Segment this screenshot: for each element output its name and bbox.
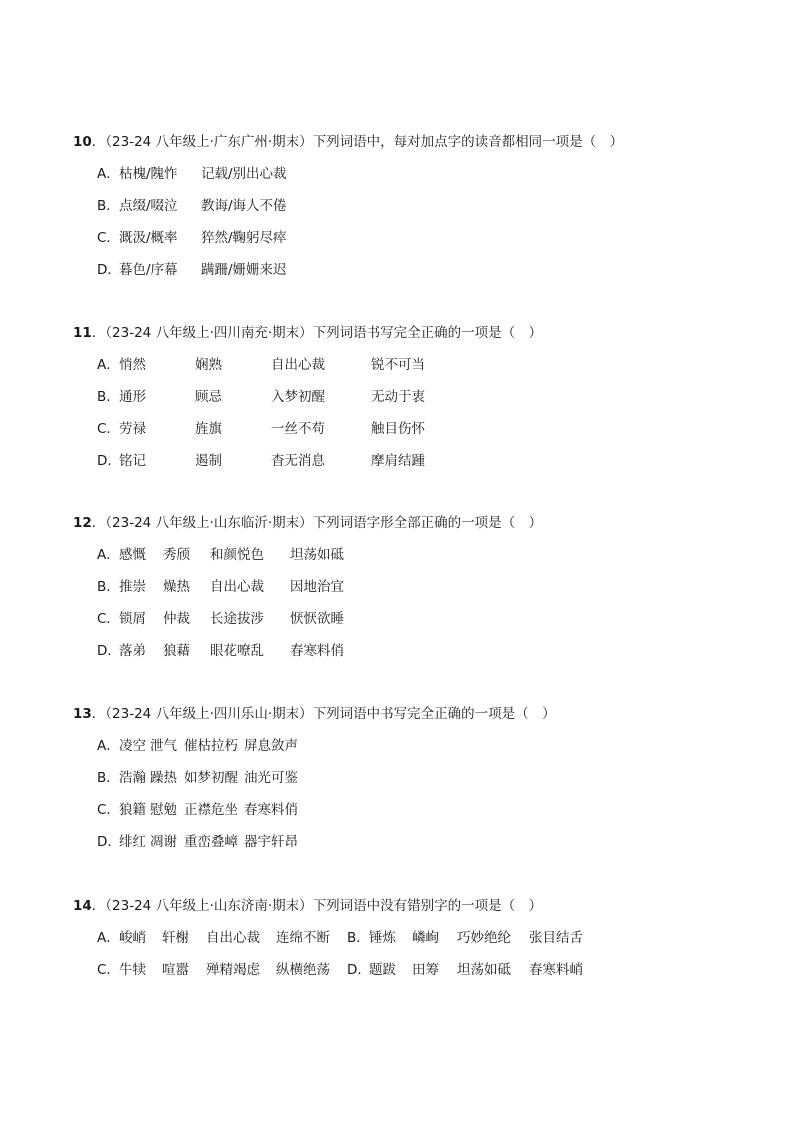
- question-source: （23-24 八年级上·四川乐山·期末）: [105, 706, 313, 722]
- option-word: 秀颀: [163, 547, 190, 563]
- question-number-dot: ．: [91, 898, 106, 914]
- option-word: 推崇: [119, 579, 146, 595]
- option-word: 春寒料俏: [244, 802, 298, 818]
- option-b: [347, 930, 583, 946]
- option-word: 长途拔涉: [210, 611, 264, 627]
- option-word: 锤炼: [369, 930, 396, 946]
- option-word: 油光可鉴: [244, 770, 298, 786]
- option-word: 教诲/诲人不倦: [201, 198, 287, 214]
- option-word: 一丝不苟: [271, 421, 325, 437]
- option-c: [97, 801, 298, 819]
- question-number-dot: ．: [91, 706, 106, 722]
- option-word: 张目结舌: [529, 930, 583, 946]
- question-stem: [73, 133, 623, 151]
- option-word: 暮色/序幕: [119, 262, 178, 278]
- option-word: 自出心裁: [271, 357, 325, 373]
- question-number: 10: [73, 134, 92, 150]
- option-word: 无动于衷: [371, 389, 425, 405]
- option-word: 猝然/鞠躬尽瘁: [201, 230, 287, 246]
- option-d: [347, 962, 583, 978]
- option-letter: C．: [97, 230, 120, 246]
- option-word: 重峦叠嶂: [184, 834, 238, 850]
- option-word: 恹恹欲睡: [290, 611, 344, 627]
- option-d: [97, 642, 344, 660]
- option-word: 凌空: [119, 738, 146, 754]
- option-word: 入梦初醒: [271, 389, 325, 405]
- option-word: 凋谢: [150, 834, 177, 850]
- option-word: 春寒料峭: [529, 962, 583, 978]
- option-letter: C．: [97, 802, 120, 818]
- option-word: 正襟危坐: [184, 802, 238, 818]
- option-c: [97, 962, 347, 978]
- question-source: （23-24 八年级上·四川南充·期末）: [105, 325, 313, 341]
- option-word: 摩肩结踵: [371, 453, 425, 469]
- option-letter: D．: [347, 962, 371, 978]
- option-word: 自出心裁: [206, 930, 260, 946]
- option-letter: A．: [97, 547, 120, 563]
- option-word: 题跋: [369, 962, 396, 978]
- option-word: 峻峭: [119, 930, 146, 946]
- option-letter: C．: [97, 962, 120, 978]
- option-word: 因地治宜: [290, 579, 344, 595]
- option-word: 枯槐/隗怍: [119, 166, 178, 182]
- question-number-dot: ．: [91, 134, 106, 150]
- option-letter: B．: [347, 930, 370, 946]
- option-word: 触目伤怀: [371, 421, 425, 437]
- option-word: 屏息敛声: [244, 738, 298, 754]
- question-stem: [73, 324, 542, 342]
- question-text: 下列词语字形全部正确的一项是（ ）: [312, 515, 543, 531]
- option-word: 喧嚣: [162, 962, 189, 978]
- option-b: [97, 388, 425, 406]
- option-word: 催枯拉朽: [184, 738, 238, 754]
- option-letter: C．: [97, 421, 120, 437]
- option-word: 燥热: [163, 579, 190, 595]
- option-word: 感慨: [119, 547, 146, 563]
- option-letter: D．: [97, 262, 121, 278]
- option-word: 坦荡如砥: [290, 547, 344, 563]
- question-stem: [73, 514, 542, 532]
- option-c: [97, 610, 344, 628]
- option-b: [97, 769, 298, 787]
- option-letter: B．: [97, 198, 120, 214]
- option-d: [97, 833, 298, 851]
- question-number: 12: [73, 515, 92, 531]
- question-source: （23-24 八年级上·广东广州·期末）: [105, 134, 313, 150]
- option-letter: A．: [97, 357, 120, 373]
- option-word: 劳禄: [119, 421, 146, 437]
- option-word: 连绵不断: [276, 930, 330, 946]
- option-word: 记载/别出心裁: [201, 166, 287, 182]
- option-a: [97, 930, 347, 946]
- option-word: 巧妙绝纶: [457, 930, 511, 946]
- option-c: [97, 420, 425, 438]
- question-text: 下列词语中，每对加点字的读音都相同一项是（ ）: [312, 134, 624, 150]
- question-text: 下列词语中书写完全正确的一项是（ ）: [312, 706, 556, 722]
- question-number: 11: [73, 325, 92, 341]
- question-text: 下列词语中没有错别字的一项是（ ）: [312, 898, 543, 914]
- question-number-dot: ．: [91, 515, 106, 531]
- option-word: 蹒跚/姗姗来迟: [201, 262, 287, 278]
- option-letter: A．: [97, 166, 120, 182]
- option-word: 殚精竭虑: [206, 962, 260, 978]
- option-word: 铭记: [119, 453, 146, 469]
- option-a: [97, 165, 287, 183]
- option-letter: C．: [97, 611, 120, 627]
- question-source: （23-24 八年级上·山东临沂·期末）: [105, 515, 313, 531]
- option-a: [97, 737, 298, 755]
- option-word: 狼藉: [163, 643, 190, 659]
- option-word: 锁屑: [119, 611, 146, 627]
- option-letter: B．: [97, 389, 120, 405]
- option-word: 眼花嘹乱: [210, 643, 264, 659]
- option-letter: B．: [97, 579, 120, 595]
- question-number-dot: ．: [91, 325, 106, 341]
- option-d: [97, 261, 287, 279]
- question-text: 下列词语书写完全正确的一项是（ ）: [312, 325, 543, 341]
- option-word: 狼籍: [119, 802, 146, 818]
- option-a: [97, 356, 425, 374]
- option-word: 溉汲/概率: [119, 230, 178, 246]
- question-number: 14: [73, 898, 92, 914]
- option-word: 自出心裁: [210, 579, 264, 595]
- option-c: [97, 229, 287, 247]
- question-number: 13: [73, 706, 92, 722]
- option-word: 绯红: [119, 834, 146, 850]
- option-word: 浩瀚: [119, 770, 146, 786]
- question-stem: [73, 897, 542, 915]
- option-word: 纵横绝荡: [276, 962, 330, 978]
- option-word: 旌旗: [195, 421, 222, 437]
- question-source: （23-24 八年级上·山东济南·期末）: [105, 898, 313, 914]
- option-row-ab: [97, 929, 583, 947]
- option-word: 落弟: [119, 643, 146, 659]
- option-word: 轩榭: [162, 930, 189, 946]
- option-word: 春寒料俏: [290, 643, 344, 659]
- option-word: 器宇轩昂: [244, 834, 298, 850]
- option-word: 仲裁: [163, 611, 190, 627]
- question-stem: [73, 705, 556, 723]
- option-word: 悄然: [119, 357, 146, 373]
- option-word: 嶙峋: [412, 930, 439, 946]
- option-word: 顾忌: [195, 389, 222, 405]
- option-letter: D．: [97, 453, 121, 469]
- option-letter: D．: [97, 643, 121, 659]
- option-a: [97, 546, 344, 564]
- option-row-cd: [97, 961, 583, 979]
- option-word: 遏制: [195, 453, 222, 469]
- option-word: 牛犊: [119, 962, 146, 978]
- option-word: 点缀/啜泣: [119, 198, 178, 214]
- option-word: 通形: [119, 389, 146, 405]
- option-word: 杳无消息: [271, 453, 325, 469]
- option-word: 锐不可当: [371, 357, 425, 373]
- option-word: 和颜悦色: [210, 547, 264, 563]
- option-word: 慰勉: [150, 802, 177, 818]
- option-word: 娴熟: [195, 357, 222, 373]
- option-b: [97, 578, 344, 596]
- option-word: 田筹: [412, 962, 439, 978]
- option-word: 躁热: [150, 770, 177, 786]
- option-letter: B．: [97, 770, 120, 786]
- option-word: 坦荡如砥: [457, 962, 511, 978]
- option-d: [97, 452, 425, 470]
- option-word: 如梦初醒: [184, 770, 238, 786]
- option-word: 泄气: [150, 738, 177, 754]
- option-letter: D．: [97, 834, 121, 850]
- option-letter: A．: [97, 738, 120, 754]
- option-b: [97, 197, 287, 215]
- option-letter: A．: [97, 930, 120, 946]
